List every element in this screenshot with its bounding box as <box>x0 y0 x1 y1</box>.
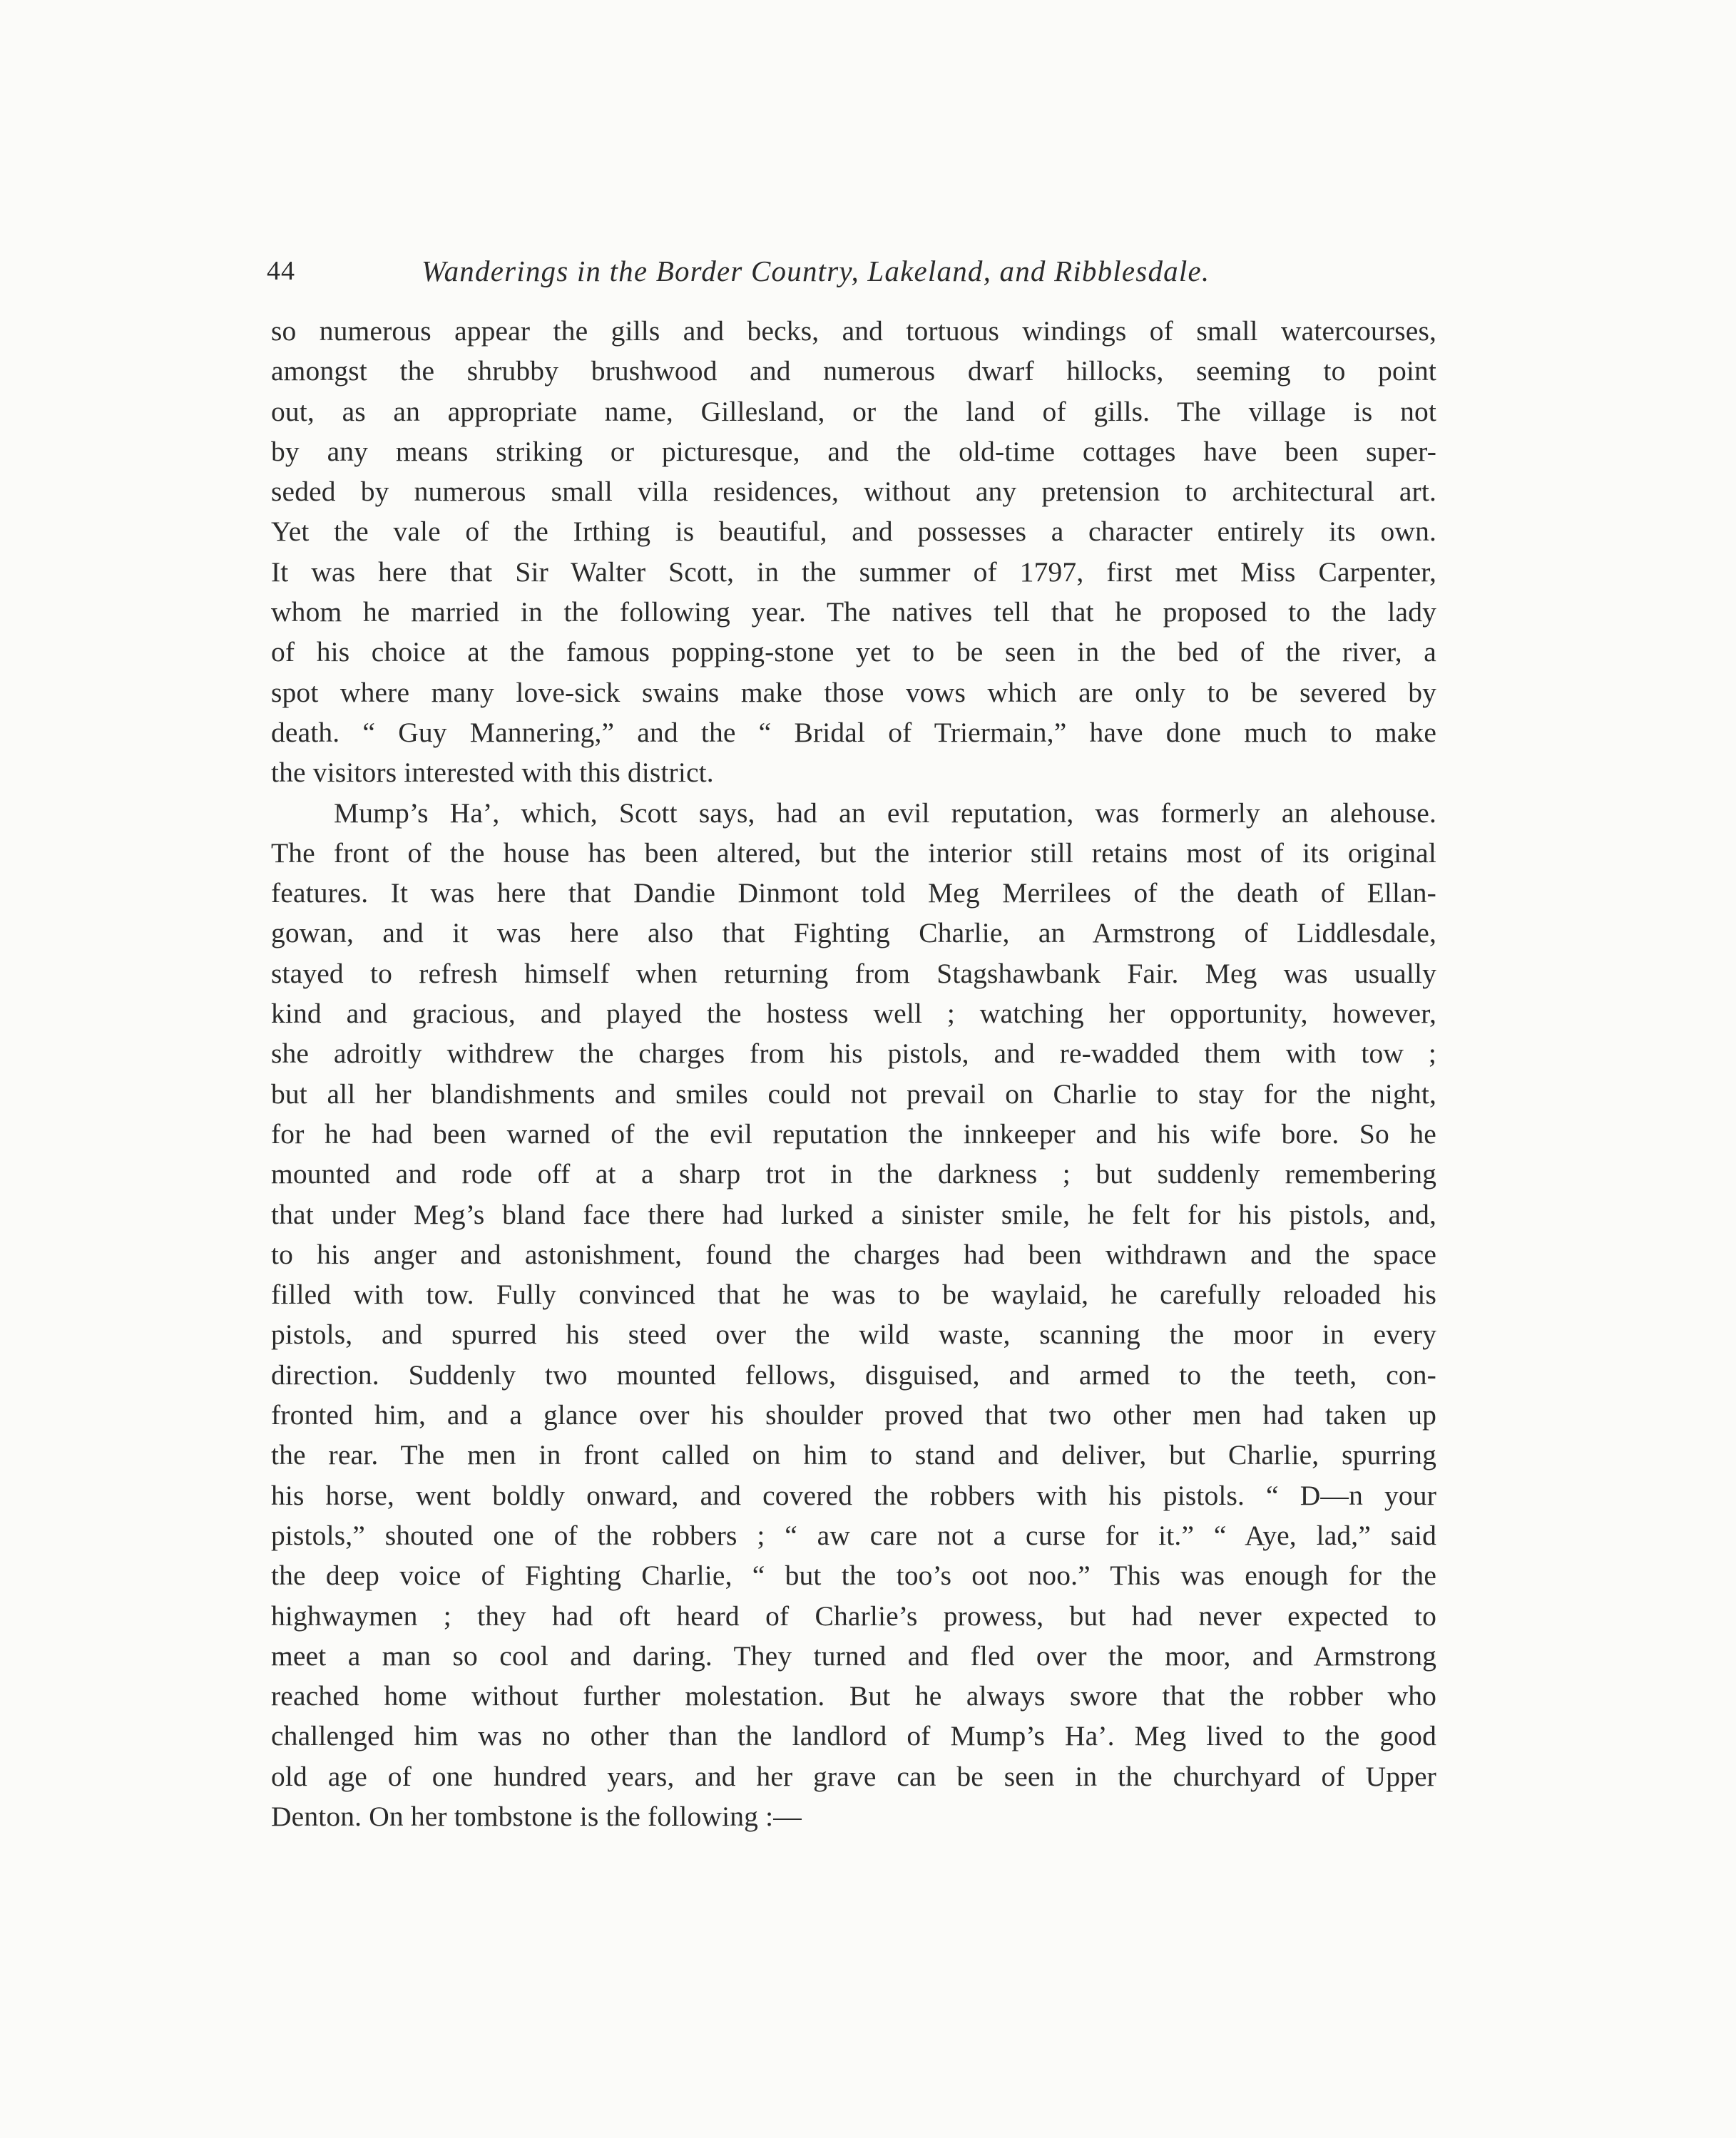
text-line: pistols, and spurred his steed over the wild waste, scanning the moor in every <box>271 1319 1436 1351</box>
text-line: of his choice at the famous popping-stone yet to be seen in the bed of the river, a <box>271 636 1436 668</box>
running-title: Wanderings in the Border Country, Lakeland, and Ribblesdale. <box>422 255 1210 287</box>
text-line: seded by numerous small villa residences, without any pretension to architectural art. <box>271 476 1436 508</box>
text-line: she adroitly withdrew the charges from his pistols, and re-wadded them with tow ; <box>271 1038 1436 1070</box>
text-line: kind and gracious, and played the hostess well ; watching her opportunity, however, <box>271 998 1436 1030</box>
paragraph-start-line: Mump’s Ha’, which, Scott says, had an evil reputation, was formerly an alehouse. <box>334 797 1436 829</box>
text-line: that under Meg’s bland face there had lurked a sinister smile, he felt for his pistols, and, <box>271 1198 1436 1230</box>
text-line: filled with tow. Fully convinced that he was to be waylaid, he carefully reloaded his <box>271 1279 1436 1311</box>
text-line: so numerous appear the gills and becks, and tortuous windings of small watercourses, <box>271 315 1436 347</box>
text-line: old age of one hundred years, and her grave can be seen in the churchyard of Upper <box>271 1760 1436 1792</box>
text-line: challenged him was no other than the landlord of Mump’s Ha’. Meg lived to the good <box>271 1720 1436 1752</box>
text-line: direction. Suddenly two mounted fellows, disguised, and armed to the teeth, con- <box>271 1359 1436 1391</box>
text-line: for he had been warned of the evil reputation the innkeeper and his wife bore. So he <box>271 1117 1436 1150</box>
text-line: It was here that Sir Walter Scott, in the summer of 1797, first met Miss Carpenter, <box>271 556 1436 588</box>
text-line: Yet the vale of the Irthing is beautiful, and possesses a character entirely its own. <box>271 516 1436 548</box>
text-line: the deep voice of Fighting Charlie, “ but the too’s oot noo.” This was enough for the <box>271 1560 1436 1592</box>
page-number: 44 <box>267 256 295 286</box>
text-line: out, as an appropriate name, Gillesland, or the land of gills. The village is not <box>271 395 1436 427</box>
text-line: mounted and rode off at a sharp trot in the darkness ; but suddenly remembering <box>271 1158 1436 1190</box>
text-line: to his anger and astonishment, found the charges had been withdrawn and the space <box>271 1238 1436 1270</box>
text-line: spot where many love-sick swains make those vows which are only to be severed by <box>271 676 1436 708</box>
text-line: meet a man so cool and daring. They turned and fled over the moor, and Armstrong <box>271 1640 1436 1672</box>
text-line: pistols,” shouted one of the robbers ; “ aw care not a curse for it.” “ Aye, lad,” said <box>271 1519 1436 1551</box>
text-line: whom he married in the following year. The natives tell that he proposed to the lady <box>271 596 1436 628</box>
text-line: but all her blandishments and smiles could not prevail on Charlie to stay for the night, <box>271 1078 1436 1110</box>
text-line: features. It was here that Dandie Dinmont told Meg Merrilees of the death of Ellan- <box>271 877 1436 909</box>
paragraph-end-line: the visitors interested with this district. <box>271 757 714 789</box>
text-line: highwaymen ; they had oft heard of Charlie’s prowess, but had never expected to <box>271 1600 1436 1632</box>
text-line: gowan, and it was here also that Fighting Charlie, an Armstrong of Liddlesdale, <box>271 917 1436 949</box>
text-line: amongst the shrubby brushwood and numerous dwarf hillocks, seeming to point <box>271 355 1436 387</box>
text-line: his horse, went boldly onward, and covered the robbers with his pistols. “ D—n your <box>271 1479 1436 1511</box>
text-line: fronted him, and a glance over his shoulder proved that two other men had taken up <box>271 1399 1436 1431</box>
running-head <box>267 246 1436 296</box>
body-text <box>271 311 1436 1836</box>
text-line: by any means striking or picturesque, and the old-time cottages have been super- <box>271 435 1436 467</box>
paragraph-end-line: Denton. On her tombstone is the following :— <box>271 1800 802 1832</box>
text-line: stayed to refresh himself when returning from Stagshawbank Fair. Meg was usually <box>271 957 1436 989</box>
text-line: the rear. The men in front called on him to stand and deliver, but Charlie, spurring <box>271 1439 1436 1471</box>
text-line: death. “ Guy Mannering,” and the “ Bridal of Triermain,” have done much to make <box>271 716 1436 748</box>
text-line: The front of the house has been altered, but the interior still retains most of its original <box>271 837 1436 869</box>
text-line: reached home without further molestation. But he always swore that the robber who <box>271 1680 1436 1712</box>
